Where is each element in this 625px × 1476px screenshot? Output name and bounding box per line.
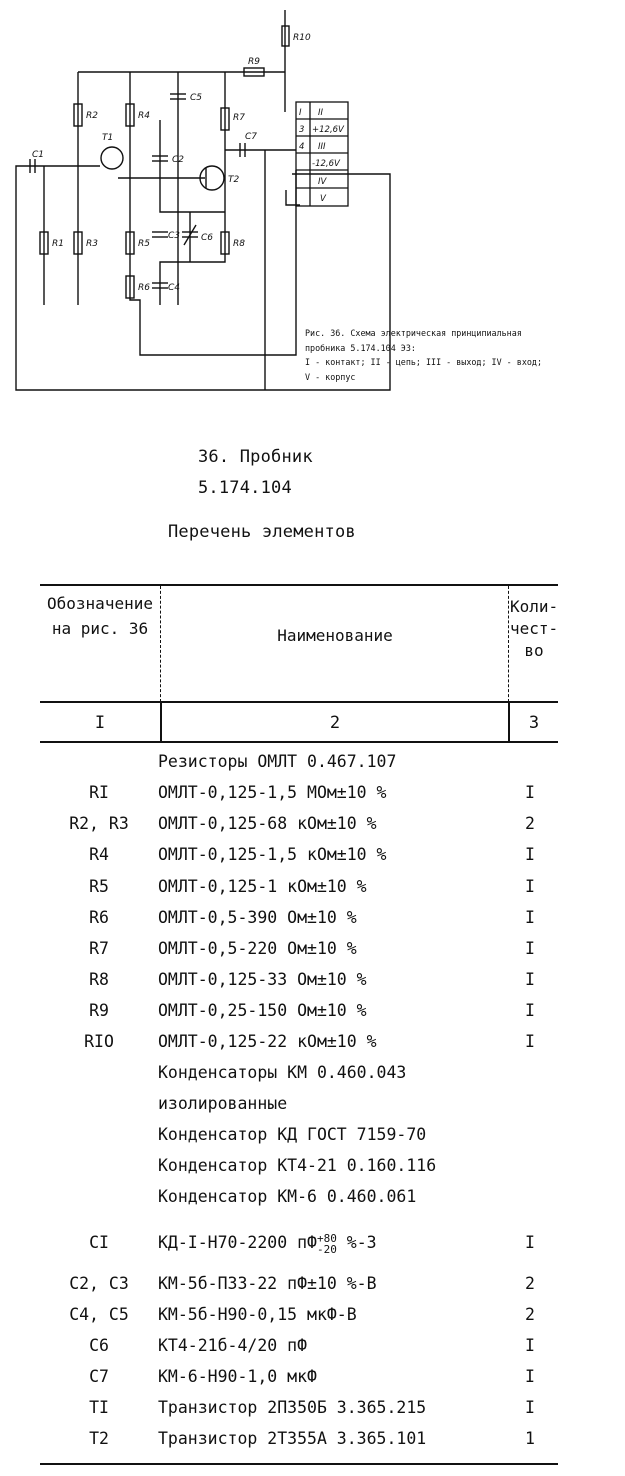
cell-designation	[40, 1057, 158, 1088]
cell-designation: C2, C3	[69, 1274, 129, 1293]
tolerance-lower: -20	[316, 1242, 337, 1256]
table-header-rule	[40, 701, 558, 703]
table-row	[0, 995, 625, 1026]
table-row	[0, 1361, 625, 1392]
cell-designation: R2, R3	[69, 814, 129, 833]
cell-name: Конденсатор КТ4-21 0.160.116	[158, 1156, 437, 1175]
connector-label-1: II	[318, 108, 324, 118]
table-top-rule	[40, 584, 558, 586]
label-c3: C3	[168, 231, 181, 241]
table-row	[0, 1423, 625, 1454]
cell-quantity	[512, 1150, 548, 1181]
table-row	[0, 871, 625, 902]
table-row	[0, 1299, 625, 1330]
cell-designation: R5	[89, 877, 109, 896]
tolerance-upper: +80	[316, 1231, 337, 1245]
table-row	[0, 1119, 625, 1150]
cell-quantity: 2	[525, 1305, 535, 1324]
label-r9: R9	[248, 57, 260, 67]
connector-pin-3: 4	[299, 142, 305, 152]
column-divider	[508, 586, 509, 702]
cell-name: ОМЛТ-0,125-68 кОм±10 %	[158, 814, 377, 833]
connector-label-5: IV	[318, 177, 327, 187]
cell-designation: C4, C5	[69, 1305, 129, 1324]
connector-pin-2: 3	[299, 125, 305, 135]
label-c5: C5	[190, 93, 203, 103]
name-part: КД-I-H70-2200 пФ	[158, 1233, 317, 1252]
cell-name	[158, 1227, 508, 1258]
name-part: %-3	[336, 1233, 377, 1252]
cell-designation: R9	[89, 1001, 109, 1020]
caption-line: I - контакт; II - цепь; III - выход; IV - вход;	[305, 357, 542, 367]
cell-name: ОМЛТ-0,125-1,5 кОм±10 %	[158, 845, 387, 864]
cell-designation: C6	[89, 1336, 109, 1355]
label-c1: C1	[32, 150, 45, 160]
cell-designation: CI	[89, 1233, 109, 1252]
label-r8: R8	[233, 239, 245, 249]
cell-name: Транзистор 2П350Б 3.365.215	[158, 1398, 427, 1417]
column-number-3: 3	[528, 713, 540, 733]
table-row	[0, 839, 625, 870]
cell-quantity: I	[525, 1367, 535, 1386]
header-designation: Обозначение на рис. 36	[47, 594, 153, 638]
cell-designation	[40, 1181, 158, 1212]
cell-quantity: I	[525, 783, 535, 802]
list-title: Перечень элементов	[168, 522, 356, 542]
label-r2: R2	[86, 111, 98, 121]
table-row	[0, 1392, 625, 1423]
cell-designation: R4	[89, 845, 109, 864]
cell-designation: R8	[89, 970, 109, 989]
cell-name: КТ4-21б-4/20 пФ	[158, 1336, 308, 1355]
cell-quantity: I	[525, 1398, 535, 1417]
connector-label-2: +12,6V	[312, 125, 344, 135]
cell-quantity	[512, 1181, 548, 1212]
column-number-1: I	[94, 713, 106, 733]
label-r5: R5	[138, 239, 150, 249]
cell-name: ОМЛТ-0,25-150 Ом±10 %	[158, 1001, 367, 1020]
cell-designation: RI	[89, 783, 109, 802]
table-row	[0, 1088, 625, 1119]
label-r7: R7	[233, 113, 245, 123]
cell-quantity: I	[525, 908, 535, 927]
table-row	[0, 964, 625, 995]
cell-name: КМ-5б-П33-22 пФ±10 %-В	[158, 1274, 377, 1293]
table-row	[0, 1330, 625, 1361]
cell-name: ОМЛТ-0,125-1 кОм±10 %	[158, 877, 367, 896]
cell-quantity: 1	[525, 1429, 535, 1448]
cell-name: ОМЛТ-0,125-33 Ом±10 %	[158, 970, 367, 989]
section-code: 5.174.104	[198, 478, 292, 498]
connector-label-3: III	[318, 142, 326, 152]
cell-quantity	[512, 1119, 548, 1150]
table-row	[0, 746, 625, 777]
cell-quantity: I	[525, 1233, 535, 1252]
cell-name: Конденсаторы КМ 0.460.043	[158, 1063, 407, 1082]
cell-name: изолированные	[158, 1094, 288, 1113]
tolerance	[317, 1233, 337, 1255]
cell-name: Транзистор 2Т355А 3.365.101	[158, 1429, 427, 1448]
table-row	[0, 1026, 625, 1057]
cell-name: ОМЛТ-0,125-1,5 МОм±10 %	[158, 783, 387, 802]
cell-name: ОМЛТ-0,5-220 Ом±10 %	[158, 939, 357, 958]
cell-designation: C7	[89, 1367, 109, 1386]
cell-quantity	[512, 746, 548, 777]
table-row	[0, 1150, 625, 1181]
table-row	[0, 808, 625, 839]
table-bottom-rule	[40, 1463, 558, 1465]
table-row	[0, 1268, 625, 1299]
table-number-rule	[40, 741, 558, 743]
table-row	[0, 933, 625, 964]
table-row	[0, 1181, 625, 1212]
caption-line: пробника 5.174.104 ЭЗ:	[305, 342, 416, 353]
cell-quantity	[512, 1088, 548, 1119]
cell-designation: RIO	[84, 1032, 114, 1051]
cell-designation	[40, 746, 158, 777]
cell-name: КМ-5б-Н90-0,15 мкФ-В	[158, 1305, 357, 1324]
cell-quantity: I	[525, 877, 535, 896]
cell-name: Резисторы ОМЛТ 0.467.107	[158, 752, 397, 771]
table-row	[0, 902, 625, 933]
cell-quantity	[512, 1057, 548, 1088]
cell-designation	[40, 1150, 158, 1181]
label-r10: R10	[293, 33, 311, 43]
cell-designation: TI	[89, 1398, 109, 1417]
cell-quantity: I	[525, 845, 535, 864]
label-c2: C2	[172, 155, 185, 165]
cell-designation: R7	[89, 939, 109, 958]
cell-designation: T2	[89, 1429, 109, 1448]
label-r4: R4	[138, 111, 150, 121]
column-divider	[160, 586, 161, 702]
cell-designation	[40, 1088, 158, 1119]
label-c4: C4	[168, 283, 181, 293]
cell-quantity: 2	[525, 1274, 535, 1293]
label-r1: R1	[52, 239, 64, 249]
label-r3: R3	[86, 239, 98, 249]
header-name: Наименование	[277, 626, 393, 645]
section-title: 36. Пробник	[198, 447, 313, 467]
cell-quantity: I	[525, 939, 535, 958]
cell-quantity: I	[525, 1032, 535, 1051]
label-t2: T2	[228, 175, 240, 185]
connector-label-4: -12,6V	[312, 159, 340, 169]
label-c7: C7	[245, 132, 258, 142]
cell-quantity: 2	[525, 814, 535, 833]
label-r6: R6	[138, 283, 150, 293]
cell-designation	[40, 1119, 158, 1150]
column-number-2: 2	[329, 713, 341, 733]
cell-name: ОМЛТ-0,125-22 кОм±10 %	[158, 1032, 377, 1051]
table-row	[0, 1227, 625, 1258]
cell-name: Конденсатор КМ-6 0.460.061	[158, 1187, 417, 1206]
cell-quantity: I	[525, 1001, 535, 1020]
caption-line: V - корпус	[305, 371, 356, 382]
caption-line: Рис. 36. Схема электрическая принципиальная	[305, 328, 522, 338]
cell-quantity: I	[525, 1336, 535, 1355]
label-c6: C6	[201, 233, 214, 243]
cell-name: КМ-6-Н90-1,0 мкФ	[158, 1367, 317, 1386]
header-quantity: Коли- чест- во	[510, 597, 559, 660]
cell-quantity: I	[525, 970, 535, 989]
connector-pin-1: I	[299, 108, 302, 118]
cell-designation: R6	[89, 908, 109, 927]
cell-name: ОМЛТ-0,5-390 Ом±10 %	[158, 908, 357, 927]
label-t1: T1	[102, 133, 114, 143]
connector-label-6: V	[320, 194, 326, 204]
table-row	[0, 777, 625, 808]
cell-name: Конденсатор КД ГОСТ 7159-70	[158, 1125, 427, 1144]
table-row	[0, 1057, 625, 1088]
